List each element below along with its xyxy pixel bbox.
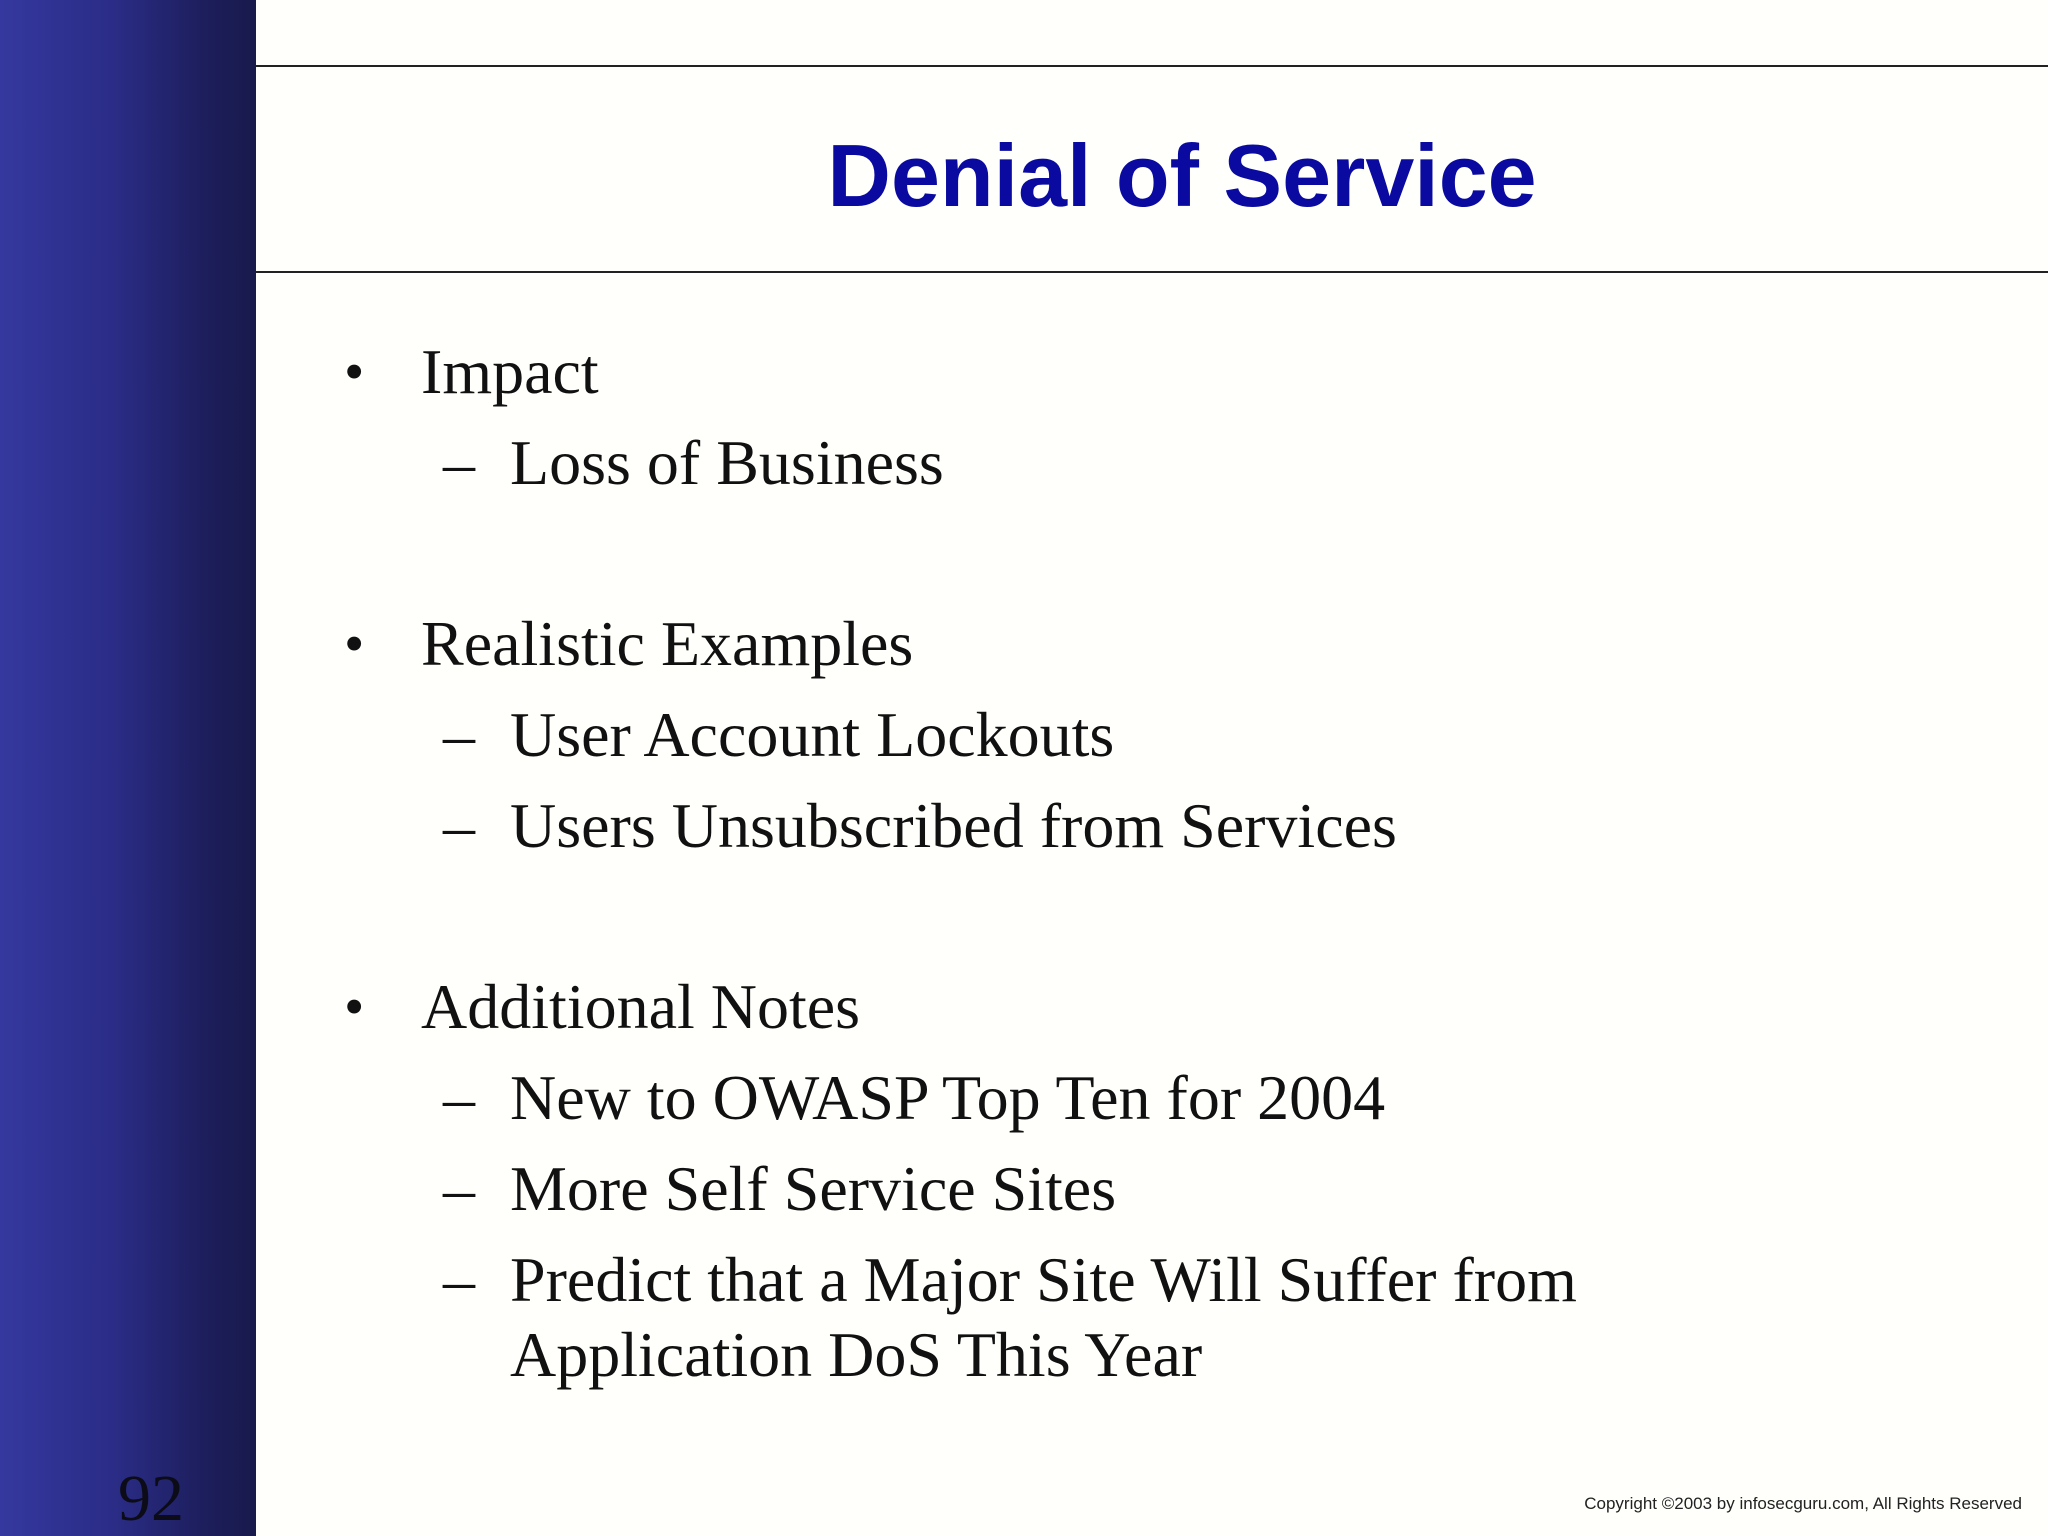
sub-item: User Account Lockouts: [510, 699, 1115, 770]
sub-item: Loss of Business: [510, 427, 944, 498]
dash-icon: –: [443, 427, 475, 498]
dash-icon: –: [443, 1244, 475, 1315]
dash-icon: –: [443, 699, 475, 770]
sub-item: New to OWASP Top Ten for 2004: [510, 1062, 1386, 1133]
title-rule-bottom: [256, 271, 2048, 273]
section-heading: Impact: [421, 336, 599, 407]
copyright-notice: Copyright ©2003 by infosecguru.com, All Rights Reserved: [1584, 1494, 2022, 1513]
section-heading: Additional Notes: [421, 971, 861, 1042]
bullet-icon: •: [344, 974, 365, 1039]
bullet-icon: •: [344, 611, 365, 676]
dash-icon: –: [443, 1062, 475, 1133]
sub-item: More Self Service Sites: [510, 1153, 1117, 1224]
sub-item: Predict that a Major Site Will Suffer from: [510, 1244, 1577, 1315]
title-rule-top: [256, 65, 2048, 67]
slide-title: Denial of Service: [827, 126, 1537, 225]
section-heading: Realistic Examples: [421, 608, 914, 679]
dash-icon: –: [443, 1153, 475, 1224]
slide-number: 92: [118, 1462, 184, 1535]
sub-item: Users Unsubscribed from Services: [510, 790, 1397, 861]
bullet-icon: •: [344, 339, 365, 404]
dash-icon: –: [443, 790, 475, 861]
sub-item-continuation: Application DoS This Year: [510, 1319, 1203, 1390]
sidebar-band: [0, 0, 256, 1536]
